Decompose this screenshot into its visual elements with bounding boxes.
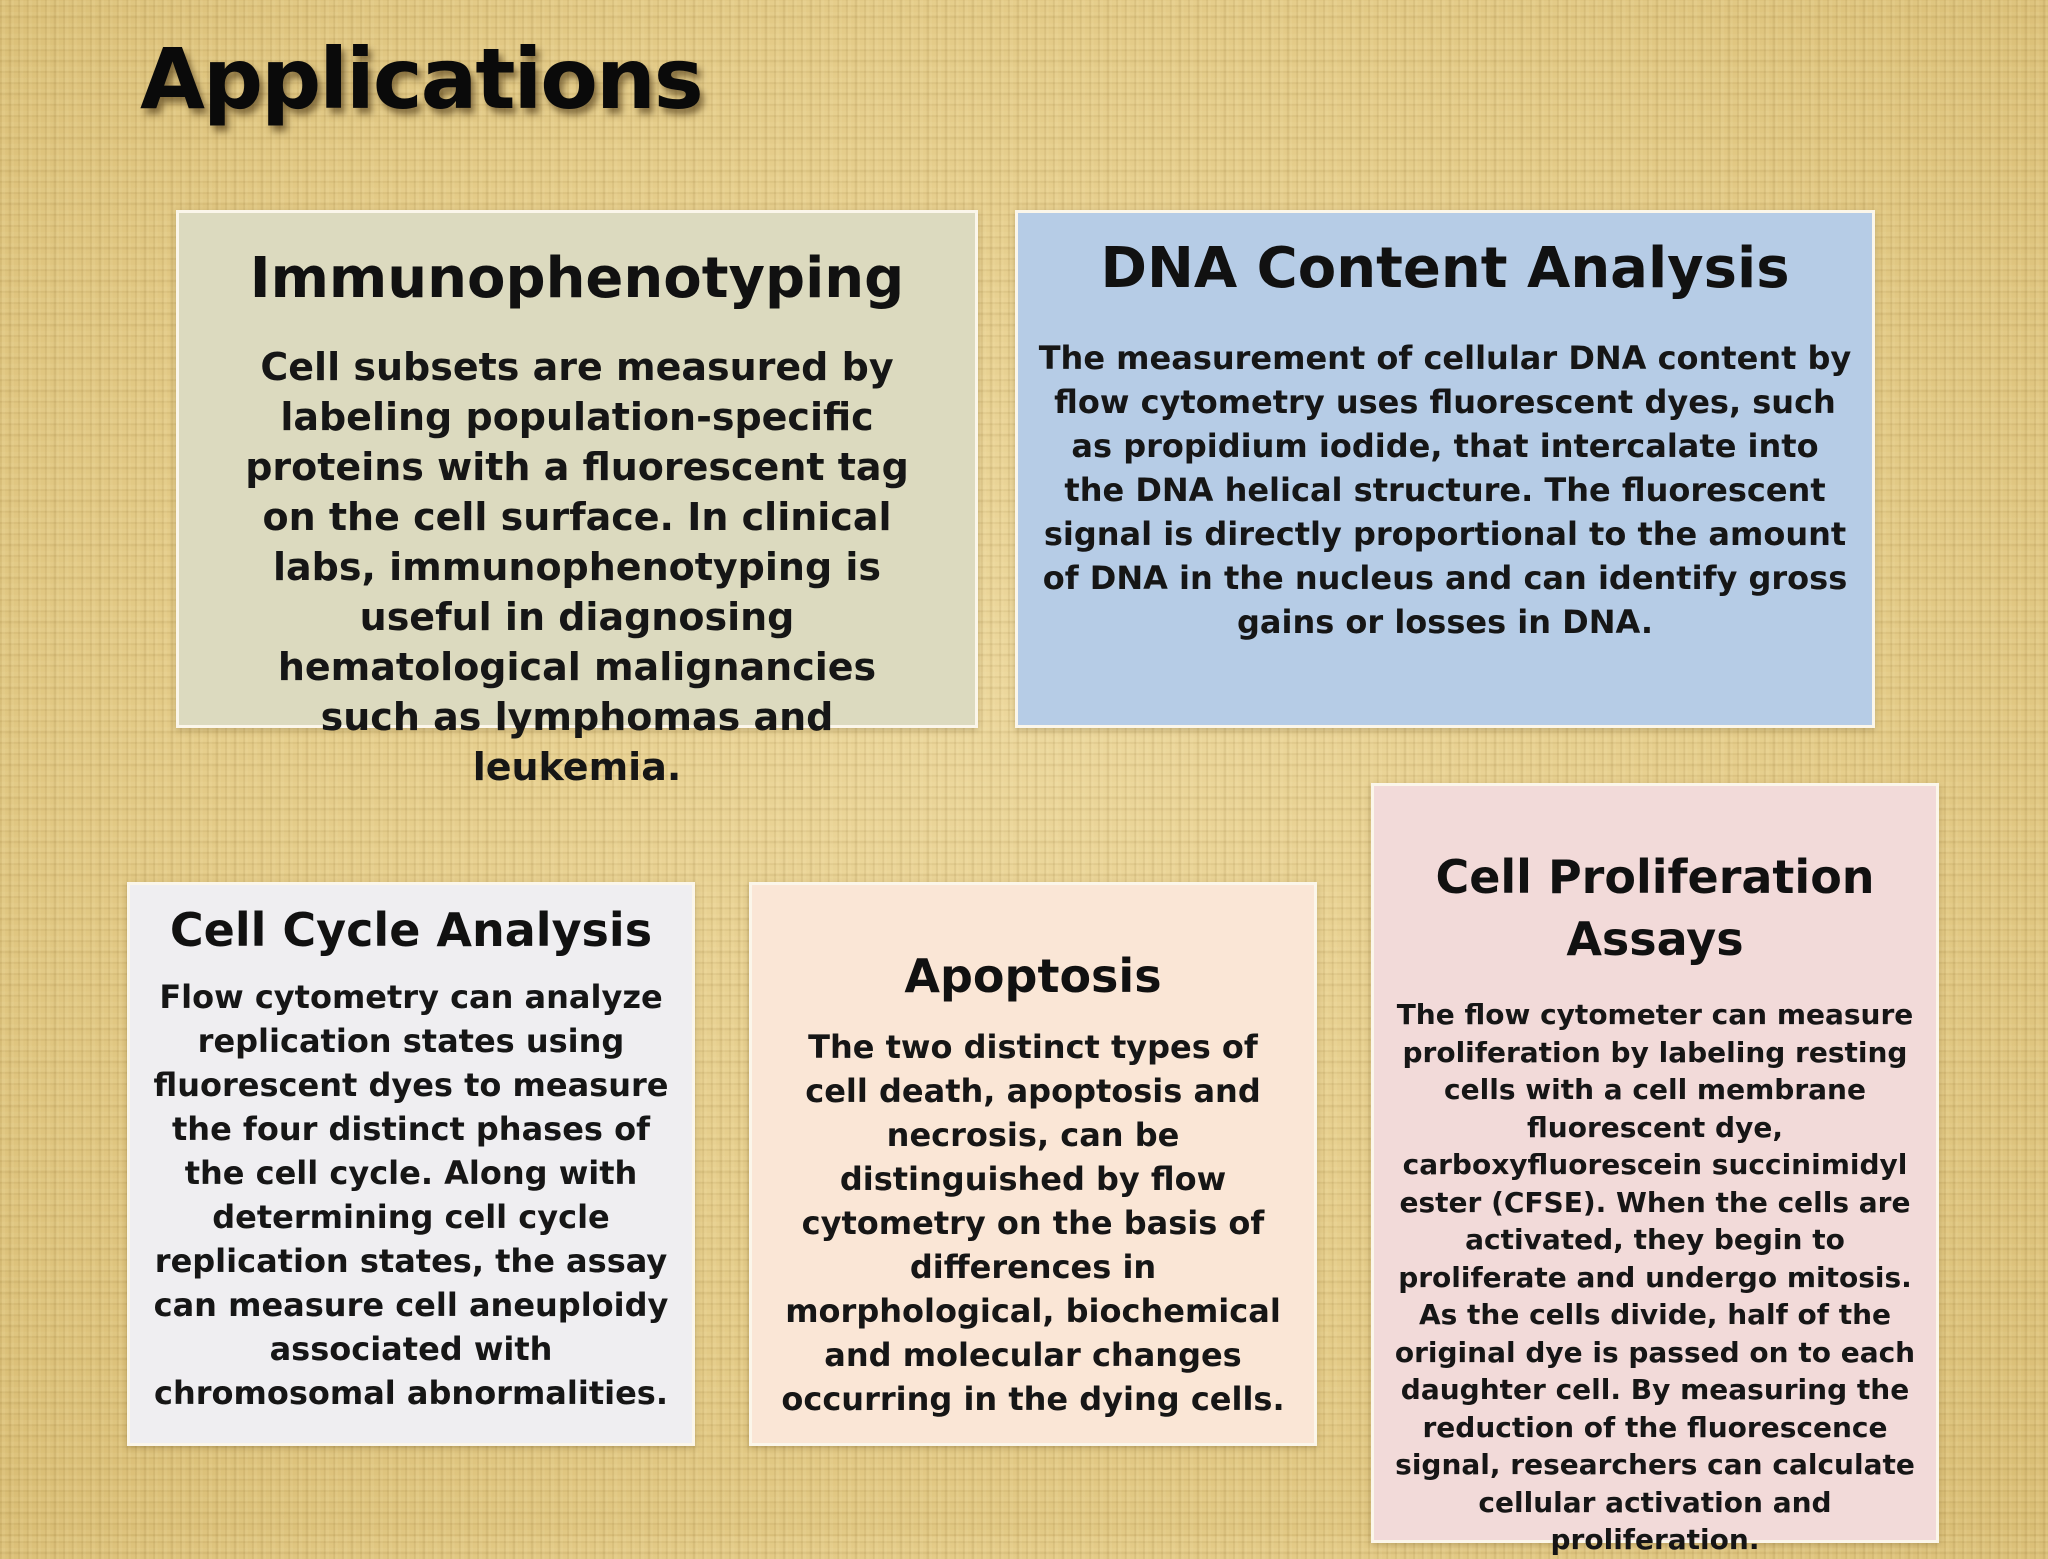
cell-proliferation-box [1371, 783, 1939, 1556]
dna-content-title: DNA Content Analysis [1100, 236, 1790, 301]
dna-content-box [1015, 210, 1875, 728]
immunophenotyping-box [176, 210, 978, 789]
apoptosis-box [749, 882, 1317, 1446]
slide-title: Applications [140, 30, 702, 128]
cell-proliferation-text: The flow cytometer can measure proliferation by labeling resting cells with a cell membrane fluorescent dye, carboxyfluorescein succinimidyl ester (CFSE). When the cells are activated, they begin to proliferate and undergo mitosis. As the cells divide, half of the original dye is passed on to each daughter cell. By measuring the reduction of the fluorescence signal, researchers can calculate cellular activation and proliferation. [1394, 998, 1916, 1556]
immunophenotyping-text: Cell subsets are measured by labeling population-specific proteins with a fluorescent tag on the cell surface. In clinical labs, immunophenotyping is useful in diagnosing hematological malignancies such as lymphomas and leukemia. [245, 344, 909, 789]
cell-cycle-text: Flow cytometry can analyze replication states using fluorescent dyes to measure the four distinct phases of the cell cycle. Along with determining cell cycle replication states, the assay can measure cell aneuploidy associated with chromosomal abnormalities. [153, 977, 669, 1412]
immunophenotyping-title: Immunophenotyping [249, 246, 905, 311]
apoptosis-text: The two distinct types of cell death, apoptosis and necrosis, can be distinguished by flow cytometry on the basis of differences in morphological, biochemical and molecular changes occurring in the dying cells. [781, 1027, 1285, 1418]
dna-content-text: The measurement of cellular DNA content by flow cytometry uses fluorescent dyes, such as propidium iodide, that intercalate into the DNA helical structure. The fluorescent signal is directly proportional to the amount of DNA in the nucleus and can identify gross gains or losses in DNA. [1038, 338, 1852, 641]
cell-proliferation-title: Cell Proliferation Assays [1435, 850, 1875, 966]
cell-cycle-title: Cell Cycle Analysis [169, 903, 653, 957]
cell-cycle-box [127, 882, 695, 1446]
apoptosis-title: Apoptosis [904, 949, 1162, 1003]
